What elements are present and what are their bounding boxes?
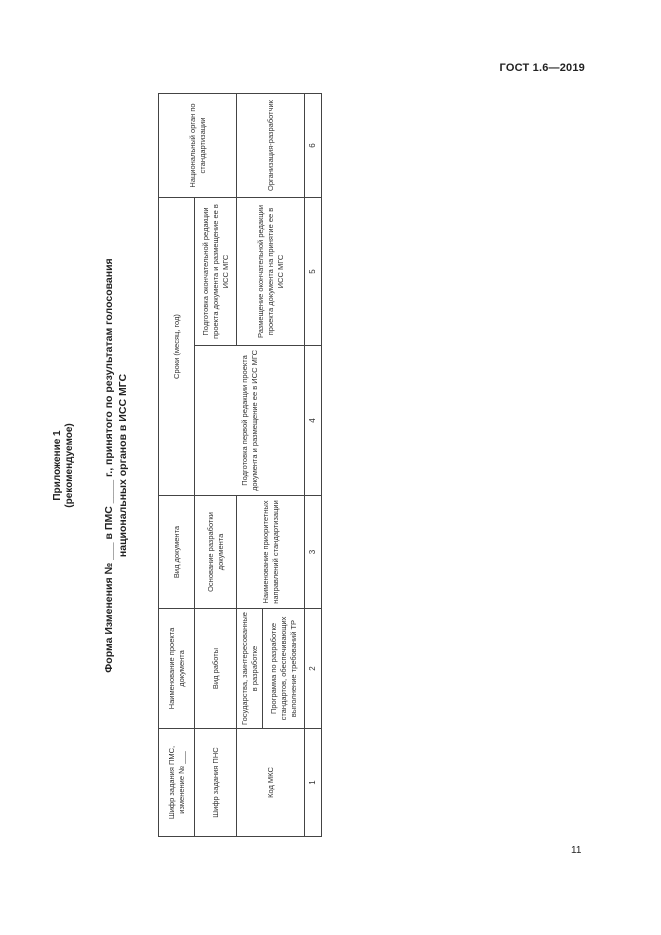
cell-developer: Организация-разработчик [237,94,305,198]
col-number: 6 [305,94,322,198]
cell-interested-states: Государства, заинтересованные в разработке [237,609,263,729]
col-number: 5 [305,198,322,346]
cell-cipher-pms: Шифр задания ПМС, изменение № ___ [159,729,195,837]
cell-project-name: Наименование проекта документа [159,609,195,729]
cell-program: Программа по разработке стандартов, обеспечивающих выполнение требований ТР [263,609,305,729]
cell-final-draft: Подготовка окончательной редакции проекта документа и размещение ее в ИСС МГС [195,198,237,346]
cell-first-draft: Подготовка первой редакции проекта документа и размещение ее в ИСС МГС [195,346,305,496]
form-title [102,94,130,837]
appendix-heading [52,94,76,837]
cell-work-type: Вид работы [195,609,237,729]
cell-doc-type: Вид документа [159,496,195,609]
rotated-content [52,94,320,837]
col-number: 3 [305,496,322,609]
form-title-line2: национальных органов в ИСС МГС [117,373,129,558]
cell-dev-basis: Основание разработки документа [195,496,237,609]
cell-mks-code: Код МКС [237,729,305,837]
col-number: 4 [305,346,322,496]
appendix-title: Приложение 1 [52,430,63,501]
page-number: 11 [571,845,582,856]
amendment-form-table [158,93,322,837]
cell-deadlines: Сроки (месяц, год) [159,198,195,496]
table-row [195,94,237,837]
standard-header: ГОСТ 1.6—2019 [499,62,585,74]
cell-national-body: Национальный орган по стандартизации [159,94,237,198]
cell-placement: Размещение окончательной редакции проекта документа на принятие ее в ИСС МГС [237,198,305,346]
cell-cipher-pns: Шифр задания ПНС [195,729,237,837]
col-number: 1 [305,729,322,837]
form-title-line1: Форма Изменения № ___ в ПМС ____ г., принятого по результатам голосования [103,258,115,673]
table-row-numbers [305,94,322,837]
table-row [159,94,195,837]
appendix-subtitle: (рекомендуемое) [64,423,75,508]
cell-priority-name: Наименование приоритетных направлений стандартизации [237,496,305,609]
col-number: 2 [305,609,322,729]
